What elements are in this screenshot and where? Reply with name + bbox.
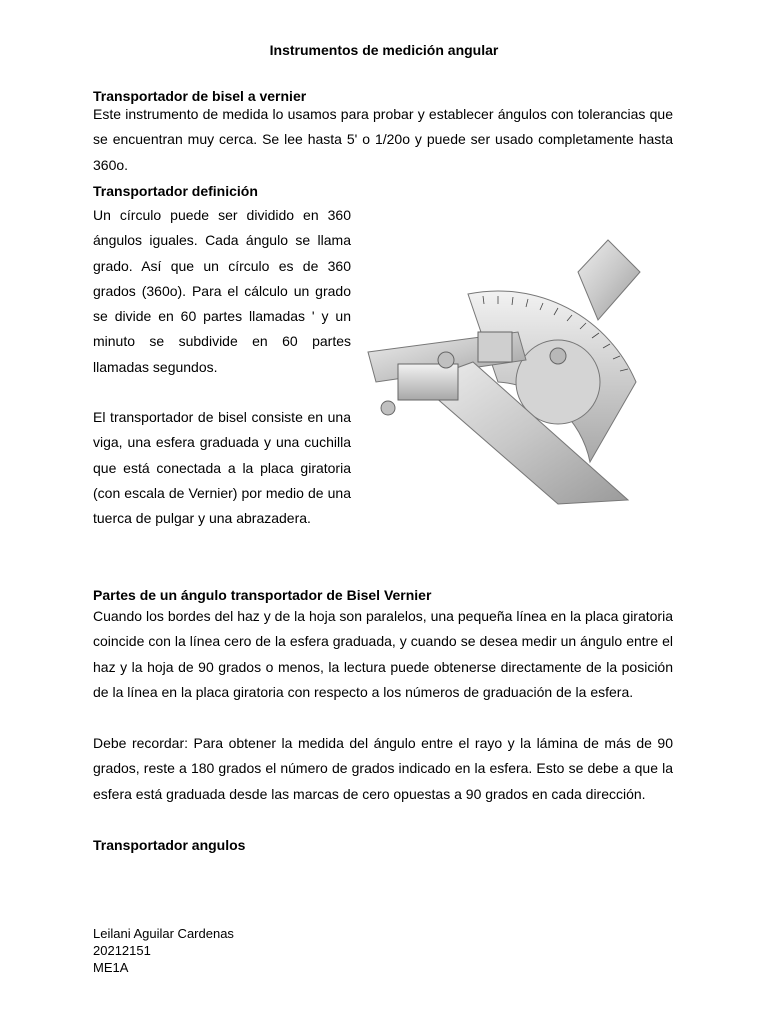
footer [93,925,234,976]
group-code: ME1A [93,960,129,975]
heading-protractor-definition: Transportador definición [93,183,258,199]
heading-protractor-angles: Transportador angulos [93,837,246,853]
heading-vernier-protractor: Transportador de bisel a vernier [93,88,307,104]
paragraph-vernier-intro: Este instrumento de medida lo usamos para probar y establecer ángulos con tolerancias que se encuentran muy cerca. Se lee hasta 5' o 1/20o y puede ser usado completamente hasta 360o. [93,106,673,173]
page-title: Instrumentos de medición angular [269,42,499,58]
paragraph-parallel-edges: Cuando los bordes del haz y de la hoja son paralelos, una pequeña línea en la placa giratoria coincide con la línea cero de la esfera graduada, y cuando se desea medir un ángulo entre el haz y la hoja de 90 grados o menos, la lectura puede obtenerse directamente de la posición de la línea en la placa giratoria con respecto a los números de graduación de la esfera. [93,608,673,700]
paragraph-bevel-parts: El transportador de bisel consiste en una viga, una esfera graduada y una cuchilla que está conectada a la placa giratoria (con escala de Vernier) por medio de una tuerca de pulgar y una abrazadera. [93,409,351,527]
paragraph-circle-degrees: Un círculo puede ser dividido en 360 ángulos iguales. Cada ángulo se llama grado. Así que un círculo es de 360 grados (360o). Para el cálculo un grado se divide en 60 partes llamadas ' y un minuto se subdivide en 60 partes llamadas segundos. [93,207,351,375]
heading-vernier-parts: Partes de un ángulo transportador de Bisel Vernier [93,587,432,603]
bevel-protractor-image [358,232,674,532]
paragraph-remember: Debe recordar: Para obtener la medida del ángulo entre el rayo y la lámina de más de 90 grados, reste a 180 grados el número de grados indicado en la esfera. Esto se debe a que la esfera está graduada desde las marcas de cero opuestas a 90 grados en cada dirección. [93,735,673,802]
author-name: Leilani Aguilar Cardenas [93,926,234,941]
student-id: 20212151 [93,943,151,958]
